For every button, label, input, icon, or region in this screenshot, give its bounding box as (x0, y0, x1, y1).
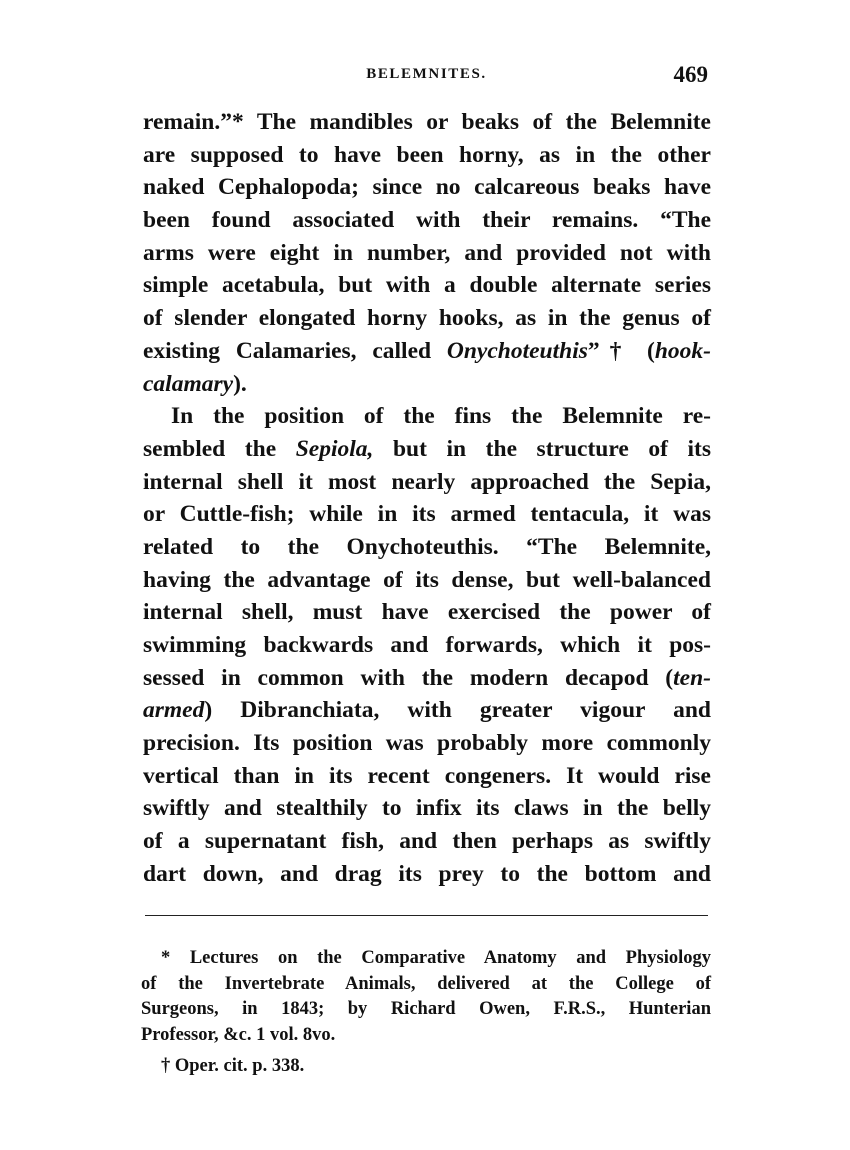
text-line: internal shell it most nearly approached the Sepia, (143, 468, 711, 495)
page-number: 469 (673, 62, 708, 87)
text-run: existing Calamaries, called (143, 337, 447, 364)
text-run: sembled the (143, 435, 296, 462)
footnote-divider (145, 915, 708, 916)
text-line: swimming backwards and forwards, which it pos- (143, 632, 711, 658)
text-line: swiftly and stealthily to infix its claws in the belly (143, 795, 711, 822)
text-line: or Cuttle-fish; while in its armed tentacula, it was (143, 501, 711, 528)
footnote-line: of the Invertebrate Animals, delivered at the College of (141, 973, 711, 994)
body-text (143, 106, 711, 891)
footnote-line: Surgeons, in 1843; by Richard Owen, F.R.S., Hunterian (141, 999, 711, 1020)
text-line (143, 662, 711, 695)
text-line: related to the Onychoteuthis. “The Belemnite, (143, 533, 711, 560)
text-run: sessed in common with the modern decapod ( (143, 664, 674, 691)
text-line: of slender elongated horny hooks, as in the genus of (143, 305, 711, 332)
footnote-line: † Oper. cit. p. 338. (161, 1056, 305, 1077)
text-line (143, 694, 711, 727)
text-run: ) Dibranchiata, with greater vigour and (204, 697, 711, 724)
text-line: dart down, and drag its prey to the bottom and (143, 860, 711, 887)
text-line: remain.”* The mandibles or beaks of the Belemnite (143, 109, 711, 135)
italic-term: ten- (673, 664, 711, 691)
footnote-line: * Lectures on the Comparative Anatomy and Physiology (161, 948, 711, 968)
italic-term: armed (143, 697, 205, 724)
italic-term: Onychoteuthis (446, 337, 588, 364)
italic-term: calamary (143, 370, 234, 397)
text-run: but in the structure of its (373, 435, 712, 462)
text-line: internal shell, must have exercised the power of (143, 599, 711, 626)
footnote-line: Professor, &c. 1 vol. 8vo. (141, 1024, 336, 1045)
running-title: BELEMNITES. (366, 66, 487, 82)
footnotes (141, 946, 711, 1080)
text-line (143, 433, 711, 466)
text-line: arms were eight in number, and provided not with (143, 239, 711, 266)
running-head (145, 62, 708, 90)
text-line (143, 368, 711, 401)
text-line: In the position of the fins the Belemnite re- (171, 403, 711, 430)
text-line (143, 335, 711, 368)
text-run: ”† ( (587, 337, 655, 364)
italic-term: hook- (654, 337, 711, 364)
text-line: of a supernatant fish, and then perhaps as swiftly (143, 828, 711, 855)
text-line: having the advantage of its dense, but well-balanced (143, 566, 711, 593)
text-line: been found associated with their remains. “The (143, 207, 711, 234)
text-run: ). (233, 370, 247, 397)
text-line: vertical than in its recent congeners. It would rise (143, 762, 711, 789)
text-line: naked Cephalopoda; since no calcareous beaks have (143, 174, 711, 201)
text-line: simple acetabula, but with a double alternate series (143, 272, 711, 299)
text-line: precision. Its position was probably more commonly (143, 730, 711, 757)
text-line: are supposed to have been horny, as in the other (143, 141, 711, 168)
italic-term: Sepiola, (295, 435, 374, 462)
